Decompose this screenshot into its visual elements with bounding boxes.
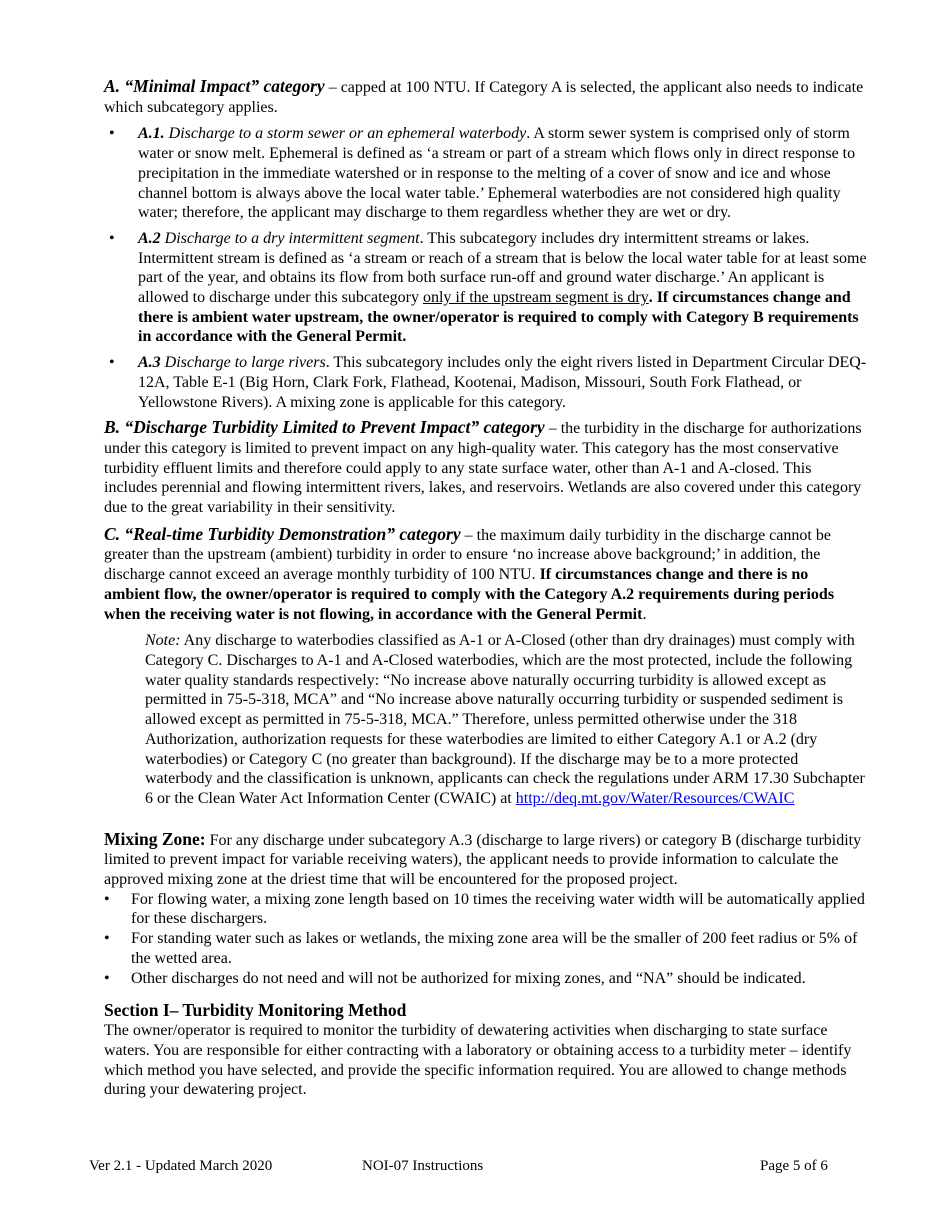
subcategory-a3-title: Discharge to large rivers: [160, 354, 326, 372]
category-a-paragraph: [104, 77, 868, 117]
bullet-icon: •: [104, 890, 110, 908]
list-item: [104, 969, 868, 989]
category-c-heading: C. “Real-time Turbidity Demonstration” category: [104, 523, 461, 544]
list-item: [104, 890, 868, 929]
note-paragraph: [145, 631, 868, 808]
category-a-text: – capped at 100 NTU. If Category A is selected, the applicant also needs to indicate which subcategory applies.: [104, 79, 864, 116]
subcategory-a2: [104, 229, 868, 347]
category-a-subcategory-list: [104, 124, 868, 412]
category-b-heading: B. “Discharge Turbidity Limited to Prevent Impact” category: [104, 417, 545, 438]
bullet-icon: •: [104, 969, 110, 987]
subcategory-a3: [104, 353, 868, 412]
subcategory-a2-label: A.2: [138, 229, 161, 247]
list-item-text: For flowing water, a mixing zone length based on 10 times the receiving water width will be automatically applied for these dischargers.: [131, 890, 865, 928]
section-text: The owner/operator is required to monitor the turbidity of dewatering activities when discharging to state surface waters. You are responsible for either contracting with a laboratory or obtaining access to a turbidity meter – identify which method you have selected, and provide the specific information required. You are allowed to change methods during your dewatering project.: [104, 1022, 852, 1099]
bullet-icon: •: [109, 125, 115, 143]
subcategory-a1: [104, 124, 868, 223]
note-label: Note:: [145, 632, 181, 650]
note-text: Any discharge to waterbodies classified as A-1 or A-Closed (other than dry drainages) must comply with Category C. Discharges to A-1 and A-Closed waterbodies, which are the most protected, include the following water quality standards respectively: “No increase above naturally occurring turbidity is allowed except as permitted in 75-5-318, MCA” and “No increase above naturally occurring turbidity or suspended sediment is allowed except as permitted in 75-5-318, MCA.” Therefore, unless permitted otherwise under the 318 Authorization, authorization requests for these waterbodies are limited to either Category A.1 or A.2 (dry waterbodies) or Category C (no greater than background). If the discharge may be to a more protected waterbody and the classification is unknown, applicants can check the regulations under ARM 17.30 Subchapter 6 or the Clean Water Act Information Center (CWAIC) at: [145, 632, 865, 807]
footer-version: Ver 2.1 - Updated March 2020: [89, 1158, 273, 1174]
bullet-icon: •: [104, 930, 110, 948]
subcategory-a1-label: A.1.: [138, 125, 165, 143]
bullet-icon: •: [109, 229, 115, 247]
subcategory-a2-underlined-text: only if the upstream segment is dry: [422, 289, 649, 307]
list-item-text: For standing water such as lakes or wetlands, the mixing zone area will be the smaller of 200 feet radius or 5% of the wetted area.: [131, 930, 858, 967]
mixing-zone-heading: Mixing Zone:: [104, 828, 206, 849]
mixing-zone-text: For any discharge under subcategory A.3 (discharge to large rivers) or category B (discharge turbidity limited to prevent impact for variable receiving waters), the applicant needs to provide information to calculate the approved mixing zone at the driest time that will be encountered for the proposed project.: [104, 831, 862, 889]
subcategory-a1-title: Discharge to a storm sewer or an ephemeral waterbody: [164, 125, 527, 143]
list-item: [104, 929, 868, 968]
section-title: Section I– Turbidity Monitoring Method: [104, 1000, 407, 1021]
subcategory-a3-text: . This subcategory includes only the eight rivers listed in Department Circular DEQ-12A, Table E-1 (Big Horn, Clark Fork, Flathead, Kootenai, Madison, Missouri, South Fork Flathead, or Yellowstone Rivers). A mixing zone is applicable for this category.: [138, 354, 867, 411]
subcategory-a2-text: . This subcategory includes dry intermittent streams or lakes. Intermittent stream is defined as ‘a stream or reach of a stream that is below the local water table for at least some part of the year, and obtains its flow from both surface run-off and ground water discharge.’ An applicant is allowed to discharge under this subcategory: [138, 229, 867, 307]
category-c-bold-text: If circumstances change and there is no ambient flow, the owner/operator is required to comply with the Category A.2 requirements during periods when the receiving water is not flowing, in accordance with the General Permit: [104, 566, 835, 623]
cwaic-link[interactable]: http://deq.mt.gov/Water/Resources/CWAIC: [515, 789, 795, 807]
category-c-end: .: [642, 605, 647, 623]
subcategory-a3-label: A.3: [138, 354, 161, 372]
category-c-text: – the maximum daily turbidity in the discharge cannot be greater than the upstream (ambient) turbidity in order to ensure ‘no increase above background;’ in addition, the discharge cannot exceed an average monthly turbidity of 100 NTU.: [104, 526, 831, 584]
list-item-text: Other discharges do not need and will not be authorized for mixing zones, and “NA” should be indicated.: [131, 969, 806, 987]
subcategory-a2-bold-text: . If circumstances change and there is ambient water upstream, the owner/operator is required to comply with Category B requirements in accordance with the General Permit.: [138, 289, 859, 346]
document-page: [104, 77, 868, 1100]
bullet-icon: •: [109, 354, 115, 372]
footer-page-number: Page 5 of 6: [760, 1158, 828, 1174]
footer-document-name: NOI-07 Instructions: [362, 1158, 484, 1174]
category-b-text: – the turbidity in the discharge for authorizations under this category is limited to prevent impact on any high-quality water. This category has the most conservative turbidity effluent limits and therefore could apply to any state surface water, other than A-1 and A-closed. This includes perennial and flowing intermittent rivers, lakes, and reservoirs. Wetlands are also covered under this category due to the great variability in their sensitivity.: [104, 420, 862, 517]
category-c-paragraph: [104, 525, 868, 625]
category-b-paragraph: [104, 418, 868, 518]
mixing-zone-paragraph: [104, 830, 868, 890]
mixing-zone-list: [104, 890, 868, 989]
subcategory-a1-text: . A storm sewer system is comprised only of storm water or snow melt. Ephemeral is defined as ‘a stream or part of a stream which flows only in direct response to precipitation in the immediate watershed or in response to the melting of a cover of snow and ice and whose channel bottom is always above the local water table.’ Ephemeral waterbodies are not considered high quality water; therefore, the applicant may discharge to them regardless whether they are wet or dry.: [138, 125, 856, 222]
category-a-heading: A. “Minimal Impact” category: [104, 76, 325, 96]
subcategory-a2-title: Discharge to a dry intermittent segment: [160, 229, 420, 247]
